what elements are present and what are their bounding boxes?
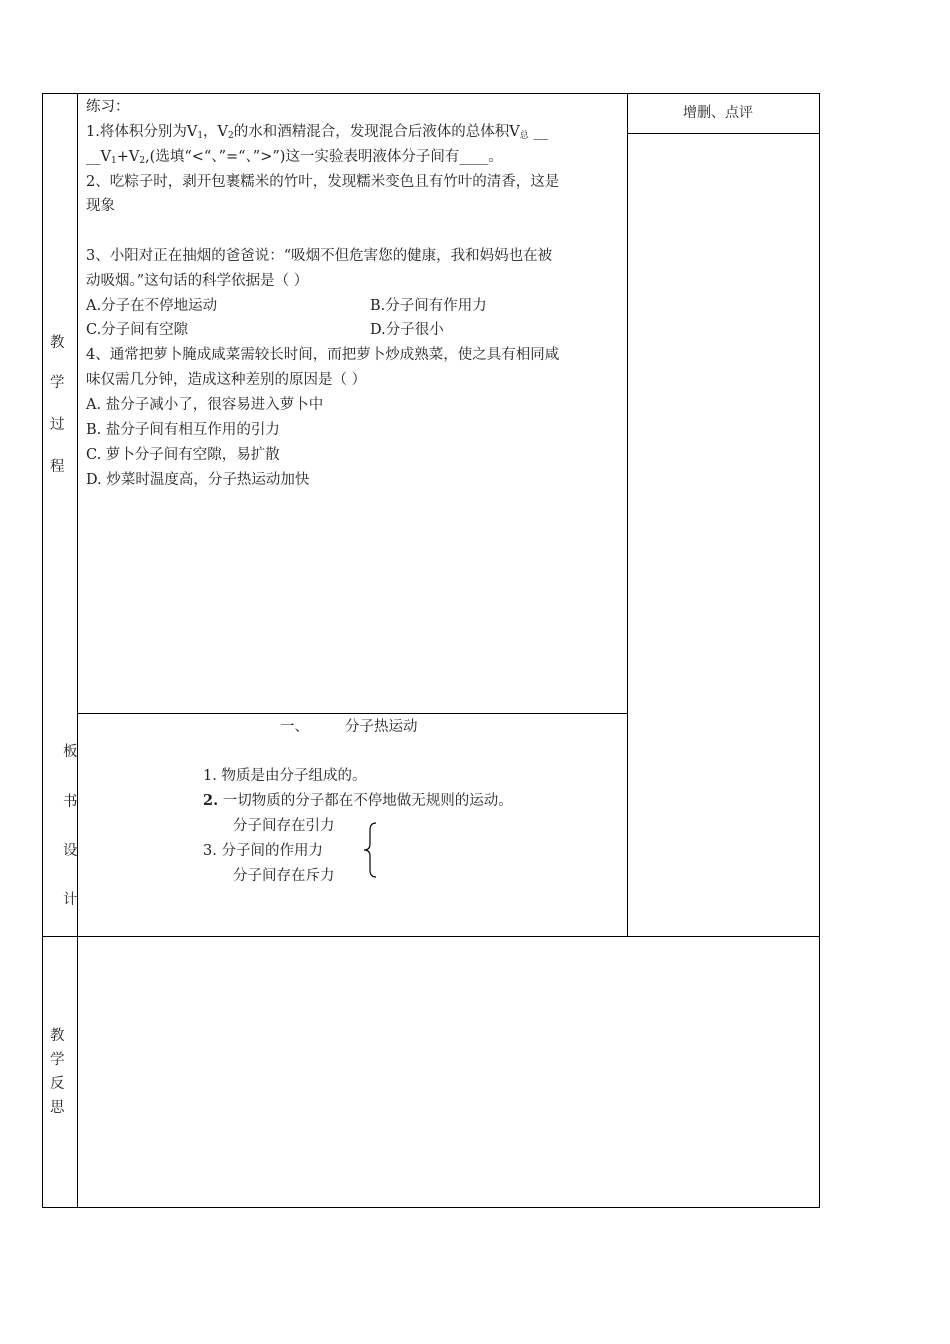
question-1-line-1: 1.将体积分别为$V_1$，$V_2$的水和酒精混合，发现混合后液体的总体积$V_总$ __ bbox=[86, 124, 548, 141]
question-1-line-2: $\_\_V_1+V_2$,(选填“<“、”=“、”>”)这一实验表明液体分子间有____。 bbox=[86, 149, 503, 166]
question-3-option-d: D.分子很小 bbox=[370, 322, 444, 338]
table-bottom-border bbox=[42, 1207, 820, 1208]
label-char: 计 bbox=[63, 892, 78, 908]
board-reflection-divider bbox=[42, 936, 820, 937]
question-4-option-c: C. 萝卜分子间有空隙，易扩散 bbox=[86, 447, 280, 463]
label-char: 过 bbox=[50, 417, 65, 433]
label-char: 设 bbox=[63, 843, 78, 859]
label-char: 学 bbox=[50, 1052, 65, 1068]
board-attraction: 分子间存在引力 bbox=[233, 818, 335, 834]
label-char: 书 bbox=[63, 794, 78, 810]
question-4-option-a: A. 盐分子减小了，很容易进入萝卜中 bbox=[86, 397, 324, 413]
label-char: 教 bbox=[50, 335, 65, 351]
board-item-3: 3. 分子间的作用力 bbox=[203, 843, 323, 859]
comments-header-divider bbox=[627, 133, 820, 134]
label-char: 板 bbox=[63, 744, 78, 760]
question-4-line-2: 味仅需几分钟，造成这种差别的原因是（ ） bbox=[86, 372, 367, 388]
question-3-line-1: 3、小阳对正在抽烟的爸爸说：“吸烟不但危害您的健康，我和妈妈也在被 bbox=[86, 248, 553, 264]
question-3-option-b: B.分子间有作用力 bbox=[370, 298, 487, 314]
question-3-line-2: 动吸烟。”这句话的科学依据是（ ） bbox=[86, 273, 309, 289]
question-2-line-2: 现象 bbox=[86, 198, 115, 214]
question-2-line-1: 2、吃粽子时，剥开包裹糯米的竹叶，发现糯米变色且有竹叶的清香，这是 bbox=[86, 174, 560, 190]
label-char: 思 bbox=[50, 1100, 65, 1116]
table-left-border bbox=[42, 93, 43, 1208]
question-3-option-a: A.分子在不停地运动 bbox=[86, 298, 218, 314]
table-right-border bbox=[819, 93, 820, 1208]
label-char: 程 bbox=[50, 459, 65, 475]
question-3-option-c: C.分子间有空隙 bbox=[86, 322, 189, 338]
board-item-2: 2. 一切物质的分子都在不停地做无规则的运动。 bbox=[203, 792, 513, 809]
label-column-divider bbox=[77, 93, 78, 1208]
label-char: 反 bbox=[50, 1076, 65, 1092]
board-item-1: 1. 物质是由分子组成的。 bbox=[203, 768, 367, 784]
question-4-line-1: 4、通常把萝卜腌成咸菜需较长时间，而把萝卜炒成熟菜，使之具有相同咸 bbox=[86, 347, 560, 363]
process-board-divider bbox=[77, 713, 627, 714]
board-heading-number: 一、 bbox=[280, 719, 309, 735]
label-char: 学 bbox=[50, 375, 65, 391]
exercise-title: 练习： bbox=[86, 99, 130, 115]
table-top-border bbox=[42, 93, 820, 94]
curly-brace-icon bbox=[362, 822, 378, 878]
question-4-option-b: B. 盐分子间有相互作用的引力 bbox=[86, 422, 280, 438]
board-heading: 分子热运动 bbox=[345, 719, 418, 735]
label-char: 教 bbox=[50, 1028, 65, 1044]
board-repulsion: 分子间存在斥力 bbox=[233, 868, 335, 884]
comments-header: 增删、点评 bbox=[683, 105, 753, 121]
question-4-option-d: D. 炒菜时温度高，分子热运动加快 bbox=[86, 472, 310, 488]
comments-column-divider bbox=[627, 93, 628, 937]
